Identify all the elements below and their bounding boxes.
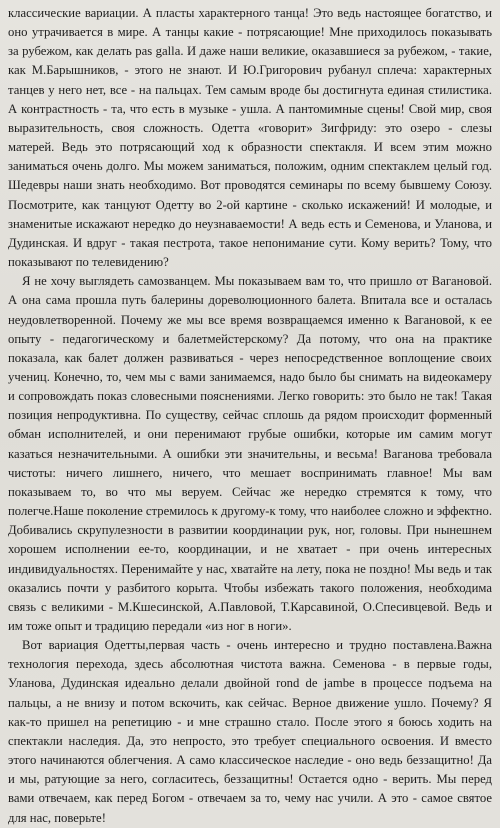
paragraph-1: классические вариации. А пласты характерного танца! Это ведь настоящее богатство, и оно утрачивается в мире. А танцы какие - потрясающие! Мне приходилось показывать за рубежом, как делать pas galla. И даже наши великие, оказавшиеся за рубежом, - такие, как М.Барышников, - этого не знают. И Ю.Григорович рубанул сплеча: характерных танцев у него нет, все - на пальцах. Тем самым вроде бы достигнута единая стилистика. А контрастность - та, что есть в музыке - ушла. А пантомимные сцены! Свой мир, своя выразительность, своя сложность. Одетта «говорит» Зигфриду: это озеро - слезы матерей. Ведь это потрясающий ход к образности спектакля. И всем этим можно заниматься очень долго. Мы можем заниматься, положим, одним спектаклем целый год. Шедевры наши знать необходимо. Вот проводятся семинары по всему бывшему Союзу. Посмотрите, как танцуют Одетту во 2-ой картине - сколько искажений! И молодые, и знаменитые искажают нередко до неузнаваемости! А ведь есть и Семенова, и Уланова, и Дудинская. И вдруг - такая пестрота, такое непонимание сути. Кому верить? Тому, что показывают по телевидению? bbox=[8, 6, 492, 270]
paragraph-3: Вот вариация Одетты,первая часть - очень интересно и трудно поставлена.Важна технология перехода, здесь абсолютная чистота важна. Семенова - в первые годы, Уланова, Дудинская идеально делали двойной rond de jambe в процессе подъема на пальцы, а не внизу и потом вскочить, как сейчас. Верное движение ушло. Почему? Я как-то пришел на репетицию - и мне страшно стало. После этого я боюсь ходить на спектакли наследия. Да, это непросто, это требует специального освоения. И вместо этого начинаются облегчения. А само классическое наследие - оно ведь беззащитно! Да и мы, ратующие за него, согласитесь, беззащитны! Остается одно - верить. Мы перед вами отвечаем, как перед Богом - отвечаем за то, чему нас учили. А это - самое святое для нас, поверьте! bbox=[8, 638, 492, 825]
paragraph-2: Я не хочу выглядеть самозванцем. Мы показываем вам то, что пришло от Вагановой. А она сама прошла путь балерины дореволюционного балета. Впитала все и осталась неудовлетворенной. Почему же мы все время возвращаемся именно к Вагановой, к ее опыту - педагогическому и балетмейстерскому? Да потому, что она на практике показала, как балет должен развиваться - через непосредственное воплощение своих учениц. Конечно, то, чем мы с вами занимаемся, надо было бы снимать на видеокамеру и сопровождать показ словесными пояснениями. Легко говорить: это было не так! Такая позиция непродуктивна. По существу, сейчас сплошь да рядом происходит форменный обман исполнителей, и они перенимают грубые ошибки, которые им самим могут казаться незначительными. А ошибки эти значительны, и весьма! Ваганова требовала чистоты: ничего лишнего, ничего, что мешает воспринимать главное! Мы вам показываем то, во что мы веруем. Сейчас же нередко стремятся к тому, что полегче.Наше поколение стремилось к другому-к тому, что наиболее сложно и эффектно. Добивались скрупулезности в развитии координации рук, ног, головы. При нынешнем хорошем исполнении ее-то, координации, и не хватает - при очень интересных индивидуальностях. Перенимайте у нас, хватайте на лету, пока не поздно! Мы ведь и так оказались почти у разбитого корыта. Чтобы избежать такого положения, необходима связь с великими - М.Кшесинской, А.Павловой, Т.Карсавиной, О.Спесивцевой. Ведь и им тоже опыт и традицию передали «из ног в ноги». bbox=[8, 274, 492, 633]
